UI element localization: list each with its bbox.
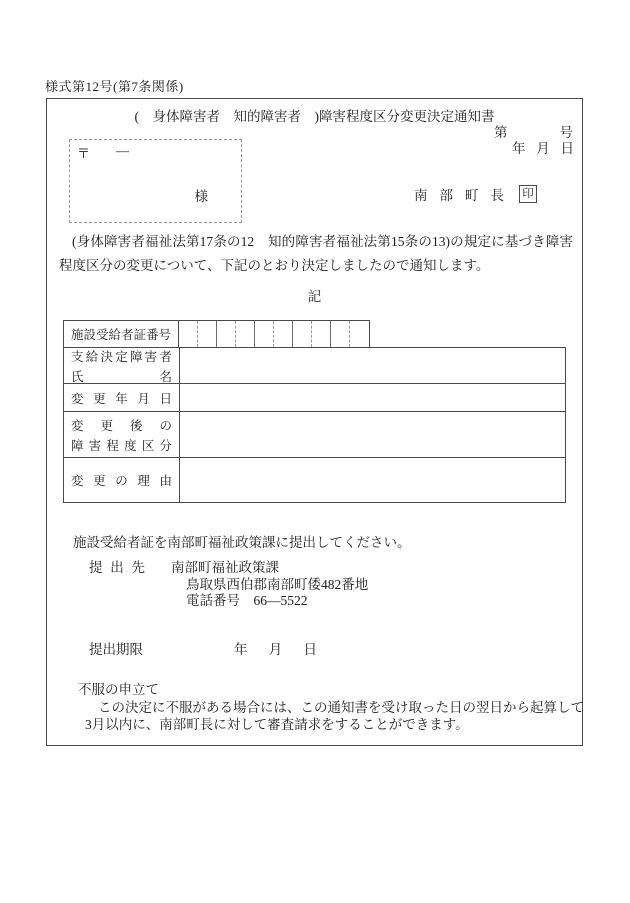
row-label-text: 変 更 の 理 由 <box>71 474 172 488</box>
deadline-label: 提出期限 <box>89 642 143 657</box>
digit-cell[interactable] <box>331 321 350 347</box>
table-row-new-classification <box>64 411 565 457</box>
row-label-text: 支 給 決 定 障 害 者 <box>71 349 172 364</box>
doc-number-prefix: 第 <box>494 125 508 140</box>
field-change-reason[interactable] <box>180 458 565 502</box>
row-label-text: 施 設 受 給 者 証 番 号 <box>71 328 172 342</box>
issue-date-labels: 年 月 日 <box>512 141 574 156</box>
table-row-change-reason <box>64 457 565 502</box>
digit-cell[interactable] <box>350 321 369 347</box>
submission-address: 鳥取県西伯郡南部町倭482番地 <box>186 576 369 592</box>
table-body <box>63 347 566 503</box>
recipient-number-strip <box>178 320 370 348</box>
issue-date-line <box>512 137 574 157</box>
issuer-line <box>414 184 537 204</box>
row-label-change-date <box>64 384 180 411</box>
submission-office: 南部町福祉政策課 <box>171 560 279 575</box>
document-title: ( 身体障害者 知的障害者 )障害程度区分変更決定通知書 <box>134 109 495 124</box>
digit-cell[interactable] <box>274 321 293 347</box>
notice-sheet <box>46 98 583 746</box>
seal-mark: 印 <box>519 185 537 203</box>
postal-code-dash: — <box>116 143 130 158</box>
deadline-date-labels: 年 月 日 <box>234 642 317 657</box>
row-label-text: 変 更 年 月 日 <box>71 391 172 406</box>
table-row-recipient-name <box>64 348 565 383</box>
appeal-text: この決定に不服がある場合には、この通知書を受け取った日の翌日から起算して3月以内に、南部町長に対して審査請求をすることができます。 <box>85 699 584 732</box>
doc-number-suffix: 号 <box>559 125 573 140</box>
body-paragraph: (身体障害者福祉法第17条の12 知的障害者福祉法第15条の13)の規定に基づき障害程度区分の変更について、下記のとおり決定しましたので通知します。 <box>59 234 573 273</box>
row-label-text: 障 害 程 度 区 分 <box>71 438 172 453</box>
submission-label: 提 出 先 <box>89 560 145 575</box>
digit-cell[interactable] <box>255 321 274 347</box>
field-recipient-name[interactable] <box>180 348 565 383</box>
digit-cell[interactable] <box>179 321 198 347</box>
row-label-recipient-name <box>64 348 180 383</box>
ki-heading: 記 <box>307 289 322 304</box>
digit-cell[interactable] <box>312 321 331 347</box>
field-change-date[interactable] <box>180 384 565 411</box>
decision-table <box>63 320 566 503</box>
row-label-new-classification <box>64 412 180 457</box>
form-number-label: 様式第12号(第7条関係) <box>45 79 184 94</box>
digit-cell[interactable] <box>293 321 312 347</box>
recipient-address-box[interactable] <box>69 139 242 223</box>
appeal-title: 不服の申立て <box>78 682 159 697</box>
row-label-text: 変 更 後 の <box>71 418 172 433</box>
appeal-section <box>78 682 584 733</box>
issuer-name: 南 部 町 長 <box>414 188 504 203</box>
row-label-recipient-number <box>63 320 179 348</box>
submission-notice: 施設受給者証を南部町福祉政策課に提出してください。 <box>73 535 411 550</box>
digit-cell[interactable] <box>236 321 255 347</box>
submission-phone: 電話番号 66—5522 <box>186 593 308 608</box>
postal-code-line <box>70 140 241 162</box>
row-label-text: 氏 名 <box>71 369 172 384</box>
submission-details <box>171 560 368 610</box>
recipient-honorific: 様 <box>194 189 208 204</box>
submission-block <box>89 560 368 610</box>
row-label-change-reason <box>64 458 180 502</box>
digit-cell[interactable] <box>198 321 217 347</box>
field-new-classification[interactable] <box>180 412 565 457</box>
postal-mark-icon: 〒 <box>77 146 91 161</box>
table-row-change-date <box>64 383 565 411</box>
digit-cell[interactable] <box>217 321 236 347</box>
deadline-line <box>89 638 317 658</box>
table-row-recipient-number <box>63 320 566 348</box>
